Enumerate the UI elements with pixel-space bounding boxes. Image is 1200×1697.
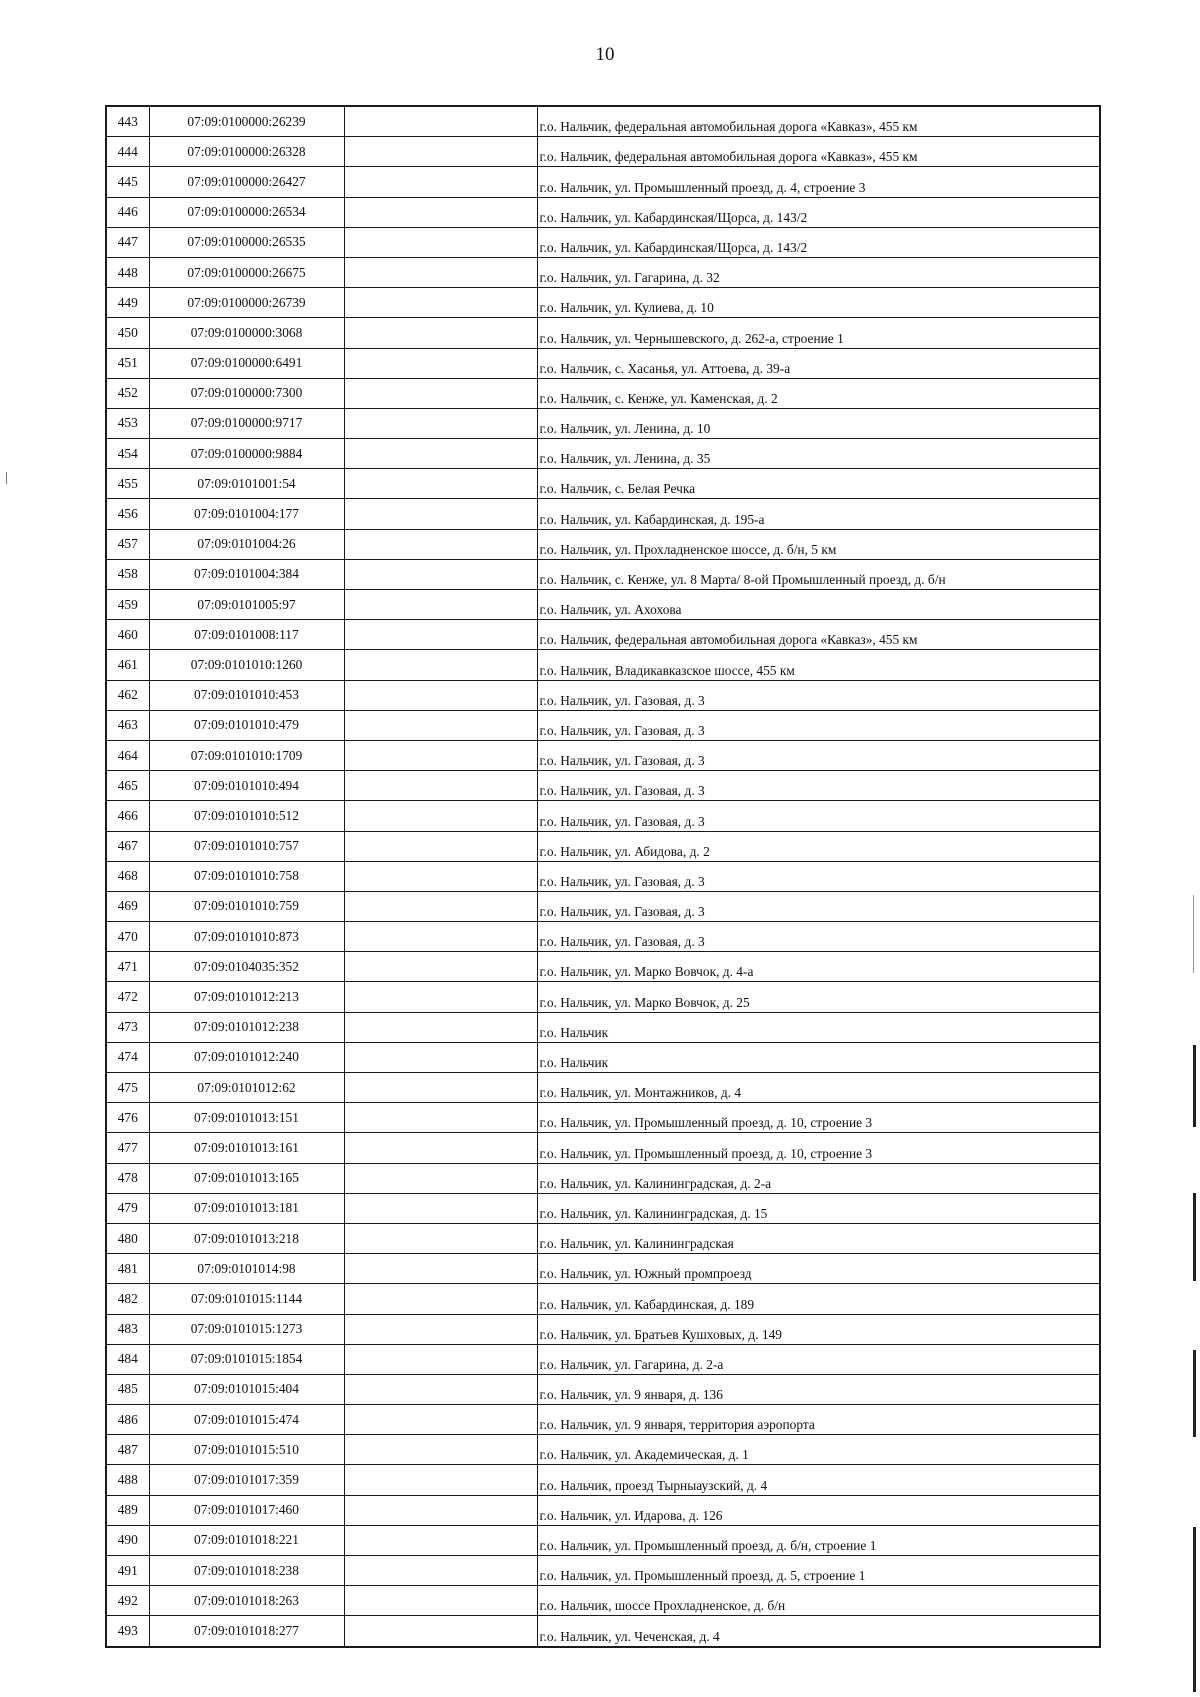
cadastral-number-cell: 07:09:0100000:7300 xyxy=(149,378,344,408)
table-row xyxy=(106,771,1100,801)
table-row xyxy=(106,861,1100,891)
row-number-cell: 480 xyxy=(106,1223,149,1253)
row-number-cell: 477 xyxy=(106,1133,149,1163)
cadastral-number-cell: 07:09:0101017:359 xyxy=(149,1465,344,1495)
cadastral-number-cell: 07:09:0101004:177 xyxy=(149,499,344,529)
cadastral-number-cell: 07:09:0101013:151 xyxy=(149,1103,344,1133)
empty-cell xyxy=(344,167,537,197)
address-cell: г.о. Нальчик, ул. Абидова, д. 2 xyxy=(537,831,1100,861)
address-cell: г.о. Нальчик, ул. Кабардинская, д. 195-а xyxy=(537,499,1100,529)
row-number-cell: 454 xyxy=(106,439,149,469)
row-number-cell: 446 xyxy=(106,197,149,227)
table-row xyxy=(106,680,1100,710)
cadastral-number-cell: 07:09:0101010:1260 xyxy=(149,650,344,680)
row-number-cell: 492 xyxy=(106,1586,149,1616)
address-cell: г.о. Нальчик, с. Хасанья, ул. Аттоева, д. 39-а xyxy=(537,348,1100,378)
row-number-cell: 484 xyxy=(106,1344,149,1374)
empty-cell xyxy=(344,680,537,710)
cadastral-number-cell: 07:09:0101018:277 xyxy=(149,1616,344,1647)
cadastral-number-cell: 07:09:0101018:263 xyxy=(149,1586,344,1616)
empty-cell xyxy=(344,1556,537,1586)
row-number-cell: 467 xyxy=(106,831,149,861)
empty-cell xyxy=(344,1495,537,1525)
empty-cell xyxy=(344,257,537,287)
cadastral-number-cell: 07:09:0100000:9717 xyxy=(149,408,344,438)
empty-cell xyxy=(344,1344,537,1374)
cadastral-number-cell: 07:09:0101013:161 xyxy=(149,1133,344,1163)
table-row xyxy=(106,378,1100,408)
cadastral-number-cell: 07:09:0100000:26427 xyxy=(149,167,344,197)
table-row xyxy=(106,1525,1100,1555)
empty-cell xyxy=(344,1525,537,1555)
table-row xyxy=(106,257,1100,287)
empty-cell xyxy=(344,1284,537,1314)
address-cell: г.о. Нальчик, ул. 9 января, территория аэропорта xyxy=(537,1405,1100,1435)
row-number-cell: 485 xyxy=(106,1374,149,1404)
cadastral-number-cell: 07:09:0101004:26 xyxy=(149,529,344,559)
empty-cell xyxy=(344,1193,537,1223)
address-cell: г.о. Нальчик, ул. Газовая, д. 3 xyxy=(537,710,1100,740)
address-cell: г.о. Нальчик, ул. Калининградская, д. 15 xyxy=(537,1193,1100,1223)
empty-cell xyxy=(344,710,537,740)
row-number-cell: 466 xyxy=(106,801,149,831)
cadastral-number-cell: 07:09:0100000:26739 xyxy=(149,288,344,318)
address-cell: г.о. Нальчик, ул. Калининградская, д. 2-а xyxy=(537,1163,1100,1193)
scan-artifact xyxy=(1193,1527,1196,1692)
empty-cell xyxy=(344,620,537,650)
address-cell: г.о. Нальчик, ул. Калининградская xyxy=(537,1223,1100,1253)
table-row xyxy=(106,952,1100,982)
row-number-cell: 443 xyxy=(106,106,149,137)
address-cell: г.о. Нальчик, ул. Газовая, д. 3 xyxy=(537,861,1100,891)
empty-cell xyxy=(344,137,537,167)
table-row xyxy=(106,1616,1100,1647)
empty-cell xyxy=(344,1435,537,1465)
row-number-cell: 450 xyxy=(106,318,149,348)
empty-cell xyxy=(344,1405,537,1435)
cadastral-number-cell: 07:09:0101008:117 xyxy=(149,620,344,650)
table-row xyxy=(106,1042,1100,1072)
cadastral-number-cell: 07:09:0100000:9884 xyxy=(149,439,344,469)
empty-cell xyxy=(344,740,537,770)
empty-cell xyxy=(344,922,537,952)
cadastral-number-cell: 07:09:0101010:512 xyxy=(149,801,344,831)
address-cell: г.о. Нальчик, ул. Ленина, д. 35 xyxy=(537,439,1100,469)
cadastral-number-cell: 07:09:0101015:510 xyxy=(149,1435,344,1465)
empty-cell xyxy=(344,861,537,891)
cadastral-number-cell: 07:09:0101017:460 xyxy=(149,1495,344,1525)
table-row xyxy=(106,1284,1100,1314)
address-cell: г.о. Нальчик, ул. 9 января, д. 136 xyxy=(537,1374,1100,1404)
table-row xyxy=(106,590,1100,620)
address-cell: г.о. Нальчик, ул. Чеченская, д. 4 xyxy=(537,1616,1100,1647)
scan-artifact xyxy=(1193,1193,1196,1281)
empty-cell xyxy=(344,1103,537,1133)
row-number-cell: 455 xyxy=(106,469,149,499)
row-number-cell: 460 xyxy=(106,620,149,650)
address-cell: г.о. Нальчик, федеральная автомобильная дорога «Кавказ», 455 км xyxy=(537,106,1100,137)
row-number-cell: 456 xyxy=(106,499,149,529)
table-row xyxy=(106,982,1100,1012)
page-number: 10 xyxy=(595,44,615,65)
row-number-cell: 482 xyxy=(106,1284,149,1314)
cadastral-number-cell: 07:09:0100000:26239 xyxy=(149,106,344,137)
row-number-cell: 481 xyxy=(106,1254,149,1284)
address-cell: г.о. Нальчик, ул. Кулиева, д. 10 xyxy=(537,288,1100,318)
address-cell: г.о. Нальчик, ул. Газовая, д. 3 xyxy=(537,680,1100,710)
empty-cell xyxy=(344,1163,537,1193)
row-number-cell: 487 xyxy=(106,1435,149,1465)
empty-cell xyxy=(344,1254,537,1284)
address-cell: г.о. Нальчик, ул. Кабардинская/Щорса, д. 143/2 xyxy=(537,227,1100,257)
cadastral-number-cell: 07:09:0101012:62 xyxy=(149,1073,344,1103)
address-cell: г.о. Нальчик, ул. Газовая, д. 3 xyxy=(537,922,1100,952)
empty-cell xyxy=(344,529,537,559)
table-row xyxy=(106,137,1100,167)
cadastral-number-cell: 07:09:0101010:1709 xyxy=(149,740,344,770)
cadastral-number-cell: 07:09:0101013:165 xyxy=(149,1163,344,1193)
cadastral-number-cell: 07:09:0100000:3068 xyxy=(149,318,344,348)
cadastral-number-cell: 07:09:0101010:757 xyxy=(149,831,344,861)
table-row xyxy=(106,499,1100,529)
row-number-cell: 472 xyxy=(106,982,149,1012)
address-cell: г.о. Нальчик, Владикавказское шоссе, 455 км xyxy=(537,650,1100,680)
row-number-cell: 452 xyxy=(106,378,149,408)
scan-artifact xyxy=(6,472,7,484)
cadastral-number-cell: 07:09:0104035:352 xyxy=(149,952,344,982)
row-number-cell: 473 xyxy=(106,1012,149,1042)
cadastral-number-cell: 07:09:0101010:479 xyxy=(149,710,344,740)
cadastral-number-cell: 07:09:0100000:6491 xyxy=(149,348,344,378)
address-cell: г.о. Нальчик, ул. Идарова, д. 126 xyxy=(537,1495,1100,1525)
table-row xyxy=(106,1254,1100,1284)
empty-cell xyxy=(344,1012,537,1042)
address-cell: г.о. Нальчик, ул. Кабардинская/Щорса, д. 143/2 xyxy=(537,197,1100,227)
row-number-cell: 453 xyxy=(106,408,149,438)
table-row xyxy=(106,1223,1100,1253)
empty-cell xyxy=(344,1374,537,1404)
empty-cell xyxy=(344,499,537,529)
address-cell: г.о. Нальчик, ул. Газовая, д. 3 xyxy=(537,891,1100,921)
cadastral-number-cell: 07:09:0101005:97 xyxy=(149,590,344,620)
row-number-cell: 458 xyxy=(106,559,149,589)
table-row xyxy=(106,1405,1100,1435)
table-row xyxy=(106,288,1100,318)
table-row xyxy=(106,227,1100,257)
cadastral-number-cell: 07:09:0100000:26534 xyxy=(149,197,344,227)
table-row xyxy=(106,801,1100,831)
table-row xyxy=(106,167,1100,197)
empty-cell xyxy=(344,1616,537,1647)
table-row xyxy=(106,1556,1100,1586)
empty-cell xyxy=(344,771,537,801)
empty-cell xyxy=(344,1465,537,1495)
table-row xyxy=(106,740,1100,770)
row-number-cell: 464 xyxy=(106,740,149,770)
address-cell: г.о. Нальчик, ул. Марко Вовчок, д. 4-а xyxy=(537,952,1100,982)
address-cell: г.о. Нальчик, федеральная автомобильная дорога «Кавказ», 455 км xyxy=(537,137,1100,167)
empty-cell xyxy=(344,227,537,257)
address-cell: г.о. Нальчик, ул. Промышленный проезд, д. 10, строение 3 xyxy=(537,1103,1100,1133)
empty-cell xyxy=(344,348,537,378)
empty-cell xyxy=(344,952,537,982)
address-cell: г.о. Нальчик, ул. Гагарина, д. 2-а xyxy=(537,1344,1100,1374)
scan-artifact xyxy=(1193,1350,1196,1437)
cadastral-number-cell: 07:09:0101010:873 xyxy=(149,922,344,952)
table-row xyxy=(106,1163,1100,1193)
table-row xyxy=(106,1103,1100,1133)
address-cell: г.о. Нальчик, проезд Тырныаузский, д. 4 xyxy=(537,1465,1100,1495)
cadastral-number-cell: 07:09:0101015:1273 xyxy=(149,1314,344,1344)
address-cell: г.о. Нальчик, ул. Газовая, д. 3 xyxy=(537,771,1100,801)
row-number-cell: 459 xyxy=(106,590,149,620)
row-number-cell: 491 xyxy=(106,1556,149,1586)
row-number-cell: 479 xyxy=(106,1193,149,1223)
empty-cell xyxy=(344,1042,537,1072)
table-row xyxy=(106,469,1100,499)
row-number-cell: 447 xyxy=(106,227,149,257)
row-number-cell: 490 xyxy=(106,1525,149,1555)
row-number-cell: 444 xyxy=(106,137,149,167)
cadastral-number-cell: 07:09:0101015:1144 xyxy=(149,1284,344,1314)
table-row xyxy=(106,1073,1100,1103)
table-row xyxy=(106,318,1100,348)
address-cell: г.о. Нальчик, с. Кенже, ул. Каменская, д. 2 xyxy=(537,378,1100,408)
property-registry-table xyxy=(105,105,1101,1648)
row-number-cell: 476 xyxy=(106,1103,149,1133)
empty-cell xyxy=(344,801,537,831)
address-cell: г.о. Нальчик, ул. Марко Вовчок, д. 25 xyxy=(537,982,1100,1012)
address-cell: г.о. Нальчик, ул. Академическая, д. 1 xyxy=(537,1435,1100,1465)
table-row xyxy=(106,197,1100,227)
empty-cell xyxy=(344,106,537,137)
table-row xyxy=(106,1465,1100,1495)
cadastral-number-cell: 07:09:0101015:474 xyxy=(149,1405,344,1435)
row-number-cell: 448 xyxy=(106,257,149,287)
table-row xyxy=(106,710,1100,740)
row-number-cell: 475 xyxy=(106,1073,149,1103)
cadastral-number-cell: 07:09:0100000:26675 xyxy=(149,257,344,287)
empty-cell xyxy=(344,590,537,620)
address-cell: г.о. Нальчик, шоссе Прохладненское, д. б/н xyxy=(537,1586,1100,1616)
cadastral-number-cell: 07:09:0100000:26535 xyxy=(149,227,344,257)
scan-artifact xyxy=(1193,1045,1196,1127)
table-row xyxy=(106,620,1100,650)
row-number-cell: 462 xyxy=(106,680,149,710)
row-number-cell: 471 xyxy=(106,952,149,982)
cadastral-number-cell: 07:09:0101012:240 xyxy=(149,1042,344,1072)
empty-cell xyxy=(344,891,537,921)
empty-cell xyxy=(344,1073,537,1103)
table-row xyxy=(106,650,1100,680)
cadastral-number-cell: 07:09:0101010:759 xyxy=(149,891,344,921)
address-cell: г.о. Нальчик, ул. Промышленный проезд, д. 10, строение 3 xyxy=(537,1133,1100,1163)
table-row xyxy=(106,1193,1100,1223)
address-cell: г.о. Нальчик, ул. Прохладненское шоссе, д. б/н, 5 км xyxy=(537,529,1100,559)
address-cell: г.о. Нальчик, ул. Газовая, д. 3 xyxy=(537,801,1100,831)
table-row xyxy=(106,1586,1100,1616)
table-row xyxy=(106,106,1100,137)
address-cell: г.о. Нальчик, с. Белая Речка xyxy=(537,469,1100,499)
table-row xyxy=(106,1344,1100,1374)
row-number-cell: 483 xyxy=(106,1314,149,1344)
row-number-cell: 457 xyxy=(106,529,149,559)
address-cell: г.о. Нальчик xyxy=(537,1042,1100,1072)
row-number-cell: 470 xyxy=(106,922,149,952)
cadastral-number-cell: 07:09:0101012:238 xyxy=(149,1012,344,1042)
empty-cell xyxy=(344,318,537,348)
cadastral-number-cell: 07:09:0101015:1854 xyxy=(149,1344,344,1374)
row-number-cell: 468 xyxy=(106,861,149,891)
cadastral-number-cell: 07:09:0101013:181 xyxy=(149,1193,344,1223)
cadastral-number-cell: 07:09:0101015:404 xyxy=(149,1374,344,1404)
address-cell: г.о. Нальчик, ул. Чернышевского, д. 262-а, строение 1 xyxy=(537,318,1100,348)
address-cell: г.о. Нальчик, с. Кенже, ул. 8 Марта/ 8-ой Промышленный проезд, д. б/н xyxy=(537,559,1100,589)
table-row xyxy=(106,1314,1100,1344)
address-cell: г.о. Нальчик, ул. Кабардинская, д. 189 xyxy=(537,1284,1100,1314)
table-row xyxy=(106,922,1100,952)
scan-artifact xyxy=(1193,895,1194,973)
address-cell: г.о. Нальчик, федеральная автомобильная дорога «Кавказ», 455 км xyxy=(537,620,1100,650)
address-cell: г.о. Нальчик, ул. Монтажников, д. 4 xyxy=(537,1073,1100,1103)
row-number-cell: 445 xyxy=(106,167,149,197)
table-row xyxy=(106,891,1100,921)
cadastral-number-cell: 07:09:0101010:494 xyxy=(149,771,344,801)
cadastral-number-cell: 07:09:0101013:218 xyxy=(149,1223,344,1253)
row-number-cell: 489 xyxy=(106,1495,149,1525)
row-number-cell: 449 xyxy=(106,288,149,318)
table-row xyxy=(106,1495,1100,1525)
table-row xyxy=(106,529,1100,559)
cadastral-number-cell: 07:09:0101004:384 xyxy=(149,559,344,589)
registry-table-body xyxy=(106,106,1100,1647)
empty-cell xyxy=(344,650,537,680)
empty-cell xyxy=(344,197,537,227)
cadastral-number-cell: 07:09:0101012:213 xyxy=(149,982,344,1012)
empty-cell xyxy=(344,1223,537,1253)
address-cell: г.о. Нальчик, ул. Промышленный проезд, д. 5, строение 1 xyxy=(537,1556,1100,1586)
empty-cell xyxy=(344,288,537,318)
row-number-cell: 474 xyxy=(106,1042,149,1072)
row-number-cell: 488 xyxy=(106,1465,149,1495)
empty-cell xyxy=(344,1314,537,1344)
empty-cell xyxy=(344,378,537,408)
address-cell: г.о. Нальчик, ул. Газовая, д. 3 xyxy=(537,740,1100,770)
empty-cell xyxy=(344,982,537,1012)
row-number-cell: 461 xyxy=(106,650,149,680)
address-cell: г.о. Нальчик, ул. Ахохова xyxy=(537,590,1100,620)
table-row xyxy=(106,439,1100,469)
cadastral-number-cell: 07:09:0101010:758 xyxy=(149,861,344,891)
empty-cell xyxy=(344,1133,537,1163)
empty-cell xyxy=(344,1586,537,1616)
address-cell: г.о. Нальчик, ул. Промышленный проезд, д. 4, строение 3 xyxy=(537,167,1100,197)
table-row xyxy=(106,1133,1100,1163)
table-row xyxy=(106,1374,1100,1404)
address-cell: г.о. Нальчик, ул. Южный промпроезд xyxy=(537,1254,1100,1284)
cadastral-number-cell: 07:09:0100000:26328 xyxy=(149,137,344,167)
row-number-cell: 478 xyxy=(106,1163,149,1193)
table-row xyxy=(106,1012,1100,1042)
row-number-cell: 486 xyxy=(106,1405,149,1435)
row-number-cell: 463 xyxy=(106,710,149,740)
cadastral-number-cell: 07:09:0101014:98 xyxy=(149,1254,344,1284)
address-cell: г.о. Нальчик, ул. Гагарина, д. 32 xyxy=(537,257,1100,287)
table-row xyxy=(106,348,1100,378)
row-number-cell: 465 xyxy=(106,771,149,801)
empty-cell xyxy=(344,559,537,589)
row-number-cell: 493 xyxy=(106,1616,149,1647)
cadastral-number-cell: 07:09:0101010:453 xyxy=(149,680,344,710)
empty-cell xyxy=(344,408,537,438)
row-number-cell: 469 xyxy=(106,891,149,921)
empty-cell xyxy=(344,831,537,861)
address-cell: г.о. Нальчик, ул. Братьев Кушховых, д. 149 xyxy=(537,1314,1100,1344)
empty-cell xyxy=(344,469,537,499)
row-number-cell: 451 xyxy=(106,348,149,378)
table-row xyxy=(106,831,1100,861)
table-row xyxy=(106,408,1100,438)
address-cell: г.о. Нальчик, ул. Ленина, д. 10 xyxy=(537,408,1100,438)
table-row xyxy=(106,559,1100,589)
empty-cell xyxy=(344,439,537,469)
table-row xyxy=(106,1435,1100,1465)
address-cell: г.о. Нальчик xyxy=(537,1012,1100,1042)
cadastral-number-cell: 07:09:0101018:238 xyxy=(149,1556,344,1586)
address-cell: г.о. Нальчик, ул. Промышленный проезд, д. б/н, строение 1 xyxy=(537,1525,1100,1555)
cadastral-number-cell: 07:09:0101018:221 xyxy=(149,1525,344,1555)
cadastral-number-cell: 07:09:0101001:54 xyxy=(149,469,344,499)
